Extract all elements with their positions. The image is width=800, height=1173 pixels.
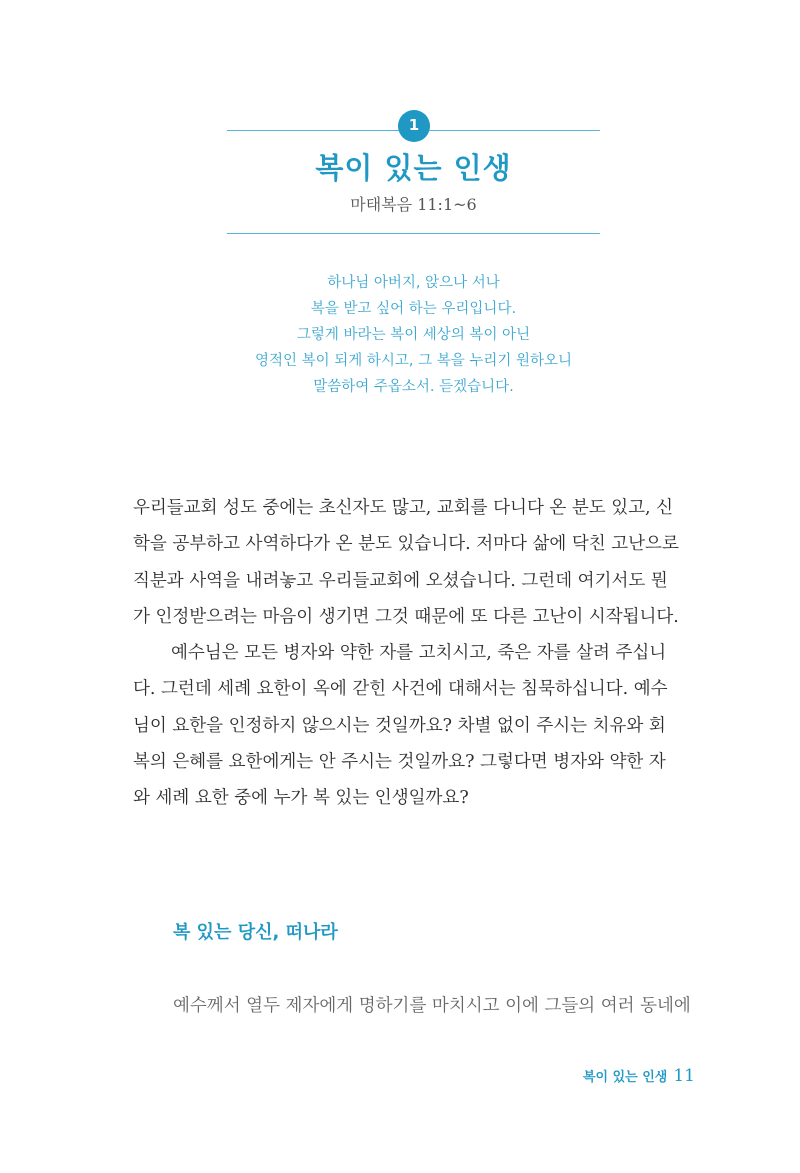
prayer-line: 하나님 아버지, 앉으나 서나 bbox=[327, 275, 500, 291]
body-line: 직분과 사역을 내려놓고 우리들교회에 오셨습니다. 그런데 여기서도 뭔 bbox=[133, 570, 668, 591]
page-footer bbox=[583, 1066, 695, 1086]
body-line: 가 인정받으려는 마음이 생기면 그것 때문에 또 다른 고난이 시작됩니다. bbox=[133, 606, 679, 627]
page-number: 11 bbox=[673, 1066, 695, 1086]
body-line: 님이 요한을 인정하지 않으시는 것일까요? 차별 없이 주시는 치유와 회 bbox=[133, 715, 666, 736]
paragraph-1 bbox=[133, 490, 693, 635]
chapter-title: 복이 있는 인생 bbox=[315, 151, 512, 185]
opening-prayer bbox=[200, 270, 627, 400]
body-line: 복의 은혜를 요한에게는 안 주시는 것일까요? 그렇다면 병자와 약한 자 bbox=[133, 752, 666, 773]
body-line: 우리들교회 성도 중에는 초신자도 많고, 교회를 다니다 온 분도 있고, 신 bbox=[133, 498, 674, 518]
prayer-line: 말씀하여 주옵소서. 듣겠습니다. bbox=[313, 379, 514, 395]
prayer-line: 복을 받고 싶어 하는 우리입니다. bbox=[310, 301, 517, 317]
body-line: 다. 그런데 세례 요한이 옥에 갇힌 사건에 대해서는 침묵하십니다. 예수 bbox=[133, 679, 668, 700]
body-line: 학을 공부하고 사역하다가 온 분도 있습니다. 저마다 삶에 닥친 고난으로 bbox=[133, 534, 679, 555]
paragraph-2 bbox=[133, 635, 693, 816]
section-heading: 복 있는 당신, 떠나라 bbox=[173, 922, 338, 943]
body-line: 와 세례 요한 중에 누가 복 있는 인생일까요? bbox=[133, 788, 469, 809]
header-rule-bottom bbox=[227, 233, 600, 234]
prayer-line: 그렇게 바라는 복이 세상의 복이 아닌 bbox=[296, 327, 531, 343]
body-text bbox=[133, 490, 693, 817]
body-line: 예수님은 모든 병자와 약한 자를 고치시고, 죽은 자를 살려 주십니 bbox=[171, 643, 667, 664]
prayer-line: 영적인 복이 되게 하시고, 그 복을 누리기 원하오니 bbox=[254, 353, 572, 369]
running-title: 복이 있는 인생 bbox=[582, 1070, 668, 1085]
chapter-number-badge: 1 bbox=[398, 110, 430, 142]
scripture-reference: 마태복음 11:1~6 bbox=[350, 195, 477, 214]
section-first-line: 예수께서 열두 제자에게 명하기를 마치시고 이에 그들의 여러 동네에 bbox=[173, 996, 691, 1016]
